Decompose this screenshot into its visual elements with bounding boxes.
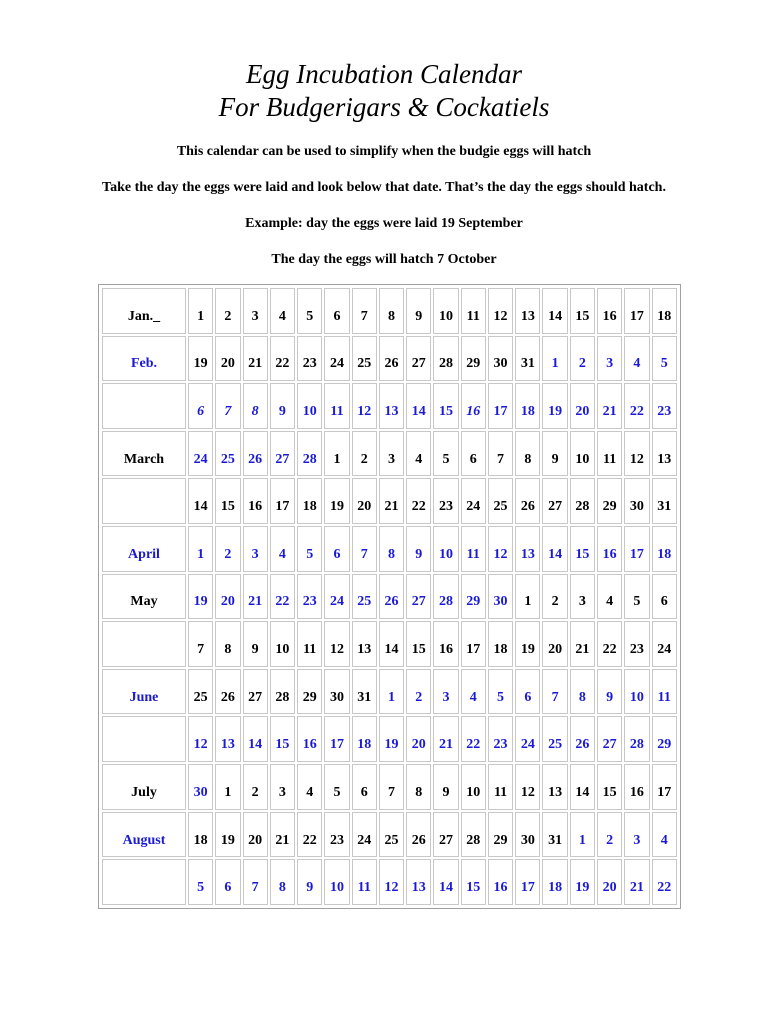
day-cell: 1	[324, 431, 349, 477]
day-cell: 17	[488, 383, 513, 429]
day-cell: 16	[461, 383, 486, 429]
day-cell: 13	[652, 431, 677, 477]
day-cell: 22	[461, 716, 486, 762]
day-cell: 25	[352, 336, 377, 382]
day-cell: 3	[379, 431, 404, 477]
day-cell: 7	[352, 288, 377, 334]
day-cell: 29	[597, 478, 622, 524]
calendar-row	[102, 574, 677, 620]
day-cell: 6	[652, 574, 677, 620]
day-cell: 24	[461, 478, 486, 524]
day-cell: 15	[270, 716, 295, 762]
day-cell: 5	[324, 764, 349, 810]
day-cell: 14	[379, 621, 404, 667]
day-cell: 26	[515, 478, 540, 524]
calendar-row	[102, 431, 677, 477]
day-cell: 4	[406, 431, 431, 477]
day-cell: 23	[652, 383, 677, 429]
day-cell: 16	[243, 478, 268, 524]
day-cell: 21	[243, 336, 268, 382]
day-cell: 10	[570, 431, 595, 477]
month-label	[102, 383, 186, 429]
day-cell: 14	[570, 764, 595, 810]
calendar-row	[102, 383, 677, 429]
day-cell: 3	[597, 336, 622, 382]
day-cell: 29	[652, 716, 677, 762]
calendar-row	[102, 526, 677, 572]
calendar-row	[102, 288, 677, 334]
day-cell: 13	[515, 288, 540, 334]
day-cell: 29	[297, 669, 322, 715]
day-cell: 5	[433, 431, 458, 477]
day-cell: 21	[243, 574, 268, 620]
title-line-2: For Budgerigars & Cockatiels	[218, 92, 550, 122]
day-cell: 28	[461, 812, 486, 858]
day-cell: 15	[433, 383, 458, 429]
day-cell: 17	[270, 478, 295, 524]
day-cell: 2	[570, 336, 595, 382]
day-cell: 15	[570, 526, 595, 572]
day-cell: 6	[352, 764, 377, 810]
day-cell: 20	[352, 478, 377, 524]
day-cell: 25	[488, 478, 513, 524]
day-cell: 8	[379, 288, 404, 334]
day-cell: 19	[324, 478, 349, 524]
day-cell: 22	[597, 621, 622, 667]
day-cell: 1	[515, 574, 540, 620]
day-cell: 18	[188, 812, 213, 858]
day-cell: 15	[570, 288, 595, 334]
day-cell: 6	[324, 526, 349, 572]
day-cell: 11	[352, 859, 377, 905]
day-cell: 12	[352, 383, 377, 429]
day-cell: 19	[570, 859, 595, 905]
day-cell: 9	[406, 526, 431, 572]
day-cell: 1	[570, 812, 595, 858]
day-cell: 31	[352, 669, 377, 715]
day-cell: 11	[461, 288, 486, 334]
day-cell: 17	[624, 526, 649, 572]
day-cell: 22	[297, 812, 322, 858]
day-cell: 23	[488, 716, 513, 762]
day-cell: 16	[597, 526, 622, 572]
day-cell: 9	[270, 383, 295, 429]
day-cell: 4	[652, 812, 677, 858]
day-cell: 1	[379, 669, 404, 715]
day-cell: 11	[461, 526, 486, 572]
day-cell: 2	[406, 669, 431, 715]
day-cell: 2	[542, 574, 567, 620]
day-cell: 18	[352, 716, 377, 762]
month-label: August	[102, 812, 186, 858]
day-cell: 30	[188, 764, 213, 810]
day-cell: 21	[433, 716, 458, 762]
day-cell: 2	[215, 288, 240, 334]
day-cell: 30	[488, 336, 513, 382]
day-cell: 28	[624, 716, 649, 762]
day-cell: 19	[188, 574, 213, 620]
day-cell: 24	[652, 621, 677, 667]
day-cell: 15	[597, 764, 622, 810]
day-cell: 20	[406, 716, 431, 762]
day-cell: 4	[270, 526, 295, 572]
day-cell: 1	[215, 764, 240, 810]
day-cell: 25	[215, 431, 240, 477]
title-line-1: Egg Incubation Calendar	[246, 59, 522, 89]
day-cell: 19	[379, 716, 404, 762]
day-cell: 4	[270, 288, 295, 334]
day-cell: 15	[461, 859, 486, 905]
day-cell: 12	[515, 764, 540, 810]
month-label: March	[102, 431, 186, 477]
day-cell: 27	[270, 431, 295, 477]
day-cell: 18	[652, 526, 677, 572]
day-cell: 20	[243, 812, 268, 858]
day-cell: 28	[270, 669, 295, 715]
day-cell: 6	[515, 669, 540, 715]
day-cell: 23	[624, 621, 649, 667]
day-cell: 8	[406, 764, 431, 810]
day-cell: 30	[624, 478, 649, 524]
day-cell: 22	[406, 478, 431, 524]
calendar-row	[102, 716, 677, 762]
calendar-row	[102, 336, 677, 382]
day-cell: 29	[461, 574, 486, 620]
month-label: April	[102, 526, 186, 572]
day-cell: 19	[188, 336, 213, 382]
month-label	[102, 859, 186, 905]
day-cell: 7	[379, 764, 404, 810]
day-cell: 10	[270, 621, 295, 667]
day-cell: 7	[188, 621, 213, 667]
day-cell: 3	[270, 764, 295, 810]
day-cell: 3	[243, 526, 268, 572]
day-cell: 25	[542, 716, 567, 762]
day-cell: 2	[215, 526, 240, 572]
day-cell: 22	[624, 383, 649, 429]
day-cell: 28	[570, 478, 595, 524]
day-cell: 22	[270, 574, 295, 620]
day-cell: 2	[352, 431, 377, 477]
day-cell: 15	[406, 621, 431, 667]
day-cell: 2	[597, 812, 622, 858]
calendar-row	[102, 478, 677, 524]
day-cell: 21	[270, 812, 295, 858]
day-cell: 16	[488, 859, 513, 905]
day-cell: 18	[488, 621, 513, 667]
day-cell: 18	[542, 859, 567, 905]
day-cell: 25	[352, 574, 377, 620]
day-cell: 31	[652, 478, 677, 524]
day-cell: 10	[461, 764, 486, 810]
day-cell: 7	[215, 383, 240, 429]
day-cell: 9	[406, 288, 431, 334]
day-cell: 27	[433, 812, 458, 858]
day-cell: 21	[379, 478, 404, 524]
day-cell: 11	[297, 621, 322, 667]
calendar-row	[102, 669, 677, 715]
calendar-row	[102, 764, 677, 810]
day-cell: 13	[379, 383, 404, 429]
day-cell: 18	[652, 288, 677, 334]
day-cell: 3	[243, 288, 268, 334]
day-cell: 31	[542, 812, 567, 858]
day-cell: 20	[215, 336, 240, 382]
day-cell: 11	[652, 669, 677, 715]
day-cell: 9	[542, 431, 567, 477]
day-cell: 24	[515, 716, 540, 762]
day-cell: 12	[324, 621, 349, 667]
day-cell: 14	[406, 383, 431, 429]
day-cell: 9	[297, 859, 322, 905]
day-cell: 17	[324, 716, 349, 762]
day-cell: 23	[297, 574, 322, 620]
day-cell: 28	[433, 336, 458, 382]
day-cell: 4	[597, 574, 622, 620]
day-cell: 24	[188, 431, 213, 477]
day-cell: 9	[433, 764, 458, 810]
day-cell: 2	[243, 764, 268, 810]
day-cell: 28	[433, 574, 458, 620]
day-cell: 3	[624, 812, 649, 858]
day-cell: 16	[597, 288, 622, 334]
day-cell: 17	[515, 859, 540, 905]
day-cell: 20	[570, 383, 595, 429]
day-cell: 22	[270, 336, 295, 382]
day-cell: 8	[270, 859, 295, 905]
day-cell: 8	[243, 383, 268, 429]
month-label: Feb.	[102, 336, 186, 382]
day-cell: 24	[352, 812, 377, 858]
day-cell: 30	[488, 574, 513, 620]
day-cell: 13	[215, 716, 240, 762]
day-cell: 29	[488, 812, 513, 858]
day-cell: 24	[324, 574, 349, 620]
month-label: May	[102, 574, 186, 620]
day-cell: 9	[597, 669, 622, 715]
day-cell: 1	[542, 336, 567, 382]
day-cell: 20	[597, 859, 622, 905]
day-cell: 19	[515, 621, 540, 667]
page-title	[0, 58, 768, 124]
day-cell: 5	[297, 526, 322, 572]
day-cell: 17	[461, 621, 486, 667]
day-cell: 24	[324, 336, 349, 382]
calendar-row	[102, 859, 677, 905]
day-cell: 23	[324, 812, 349, 858]
day-cell: 13	[352, 621, 377, 667]
day-cell: 16	[624, 764, 649, 810]
day-cell: 5	[297, 288, 322, 334]
day-cell: 12	[488, 288, 513, 334]
month-label: Jan._	[102, 288, 186, 334]
day-cell: 1	[188, 526, 213, 572]
month-label: July	[102, 764, 186, 810]
day-cell: 21	[624, 859, 649, 905]
day-cell: 20	[215, 574, 240, 620]
day-cell: 26	[379, 336, 404, 382]
day-cell: 5	[188, 859, 213, 905]
day-cell: 7	[352, 526, 377, 572]
day-cell: 4	[624, 336, 649, 382]
day-cell: 8	[215, 621, 240, 667]
day-cell: 10	[433, 526, 458, 572]
day-cell: 13	[542, 764, 567, 810]
day-cell: 5	[624, 574, 649, 620]
day-cell: 5	[488, 669, 513, 715]
day-cell: 16	[297, 716, 322, 762]
day-cell: 31	[515, 336, 540, 382]
day-cell: 19	[215, 812, 240, 858]
day-cell: 14	[433, 859, 458, 905]
day-cell: 1	[188, 288, 213, 334]
day-cell: 27	[243, 669, 268, 715]
day-cell: 11	[324, 383, 349, 429]
month-label	[102, 478, 186, 524]
day-cell: 21	[570, 621, 595, 667]
day-cell: 26	[379, 574, 404, 620]
day-cell: 14	[188, 478, 213, 524]
day-cell: 28	[297, 431, 322, 477]
day-cell: 11	[597, 431, 622, 477]
day-cell: 11	[488, 764, 513, 810]
day-cell: 7	[542, 669, 567, 715]
day-cell: 18	[297, 478, 322, 524]
day-cell: 26	[570, 716, 595, 762]
day-cell: 6	[215, 859, 240, 905]
day-cell: 21	[597, 383, 622, 429]
day-cell: 7	[243, 859, 268, 905]
day-cell: 3	[570, 574, 595, 620]
instruction-text: Take the day the eggs were laid and look below that date. That’s the day the eggs should hatch.	[102, 180, 666, 195]
day-cell: 18	[515, 383, 540, 429]
incubation-calendar	[98, 284, 681, 909]
day-cell: 6	[324, 288, 349, 334]
day-cell: 13	[515, 526, 540, 572]
day-cell: 8	[570, 669, 595, 715]
day-cell: 3	[433, 669, 458, 715]
day-cell: 5	[652, 336, 677, 382]
month-label	[102, 716, 186, 762]
day-cell: 16	[433, 621, 458, 667]
month-label	[102, 621, 186, 667]
day-cell: 13	[406, 859, 431, 905]
day-cell: 27	[406, 574, 431, 620]
day-cell: 15	[215, 478, 240, 524]
calendar-table	[100, 286, 679, 907]
day-cell: 10	[297, 383, 322, 429]
example-laid-text: Example: day the eggs were laid 19 September	[245, 216, 523, 231]
day-cell: 26	[243, 431, 268, 477]
day-cell: 6	[188, 383, 213, 429]
day-cell: 14	[243, 716, 268, 762]
day-cell: 10	[433, 288, 458, 334]
intro-text: This calendar can be used to simplify when the budgie eggs will hatch	[176, 144, 592, 159]
day-cell: 14	[542, 526, 567, 572]
day-cell: 14	[542, 288, 567, 334]
day-cell: 9	[243, 621, 268, 667]
day-cell: 27	[542, 478, 567, 524]
day-cell: 27	[406, 336, 431, 382]
day-cell: 6	[461, 431, 486, 477]
day-cell: 27	[597, 716, 622, 762]
day-cell: 10	[624, 669, 649, 715]
month-label: June	[102, 669, 186, 715]
day-cell: 12	[488, 526, 513, 572]
day-cell: 23	[433, 478, 458, 524]
day-cell: 25	[188, 669, 213, 715]
day-cell: 25	[379, 812, 404, 858]
day-cell: 26	[406, 812, 431, 858]
day-cell: 22	[652, 859, 677, 905]
day-cell: 30	[324, 669, 349, 715]
day-cell: 12	[188, 716, 213, 762]
day-cell: 12	[624, 431, 649, 477]
day-cell: 29	[461, 336, 486, 382]
day-cell: 4	[297, 764, 322, 810]
day-cell: 26	[215, 669, 240, 715]
day-cell: 17	[624, 288, 649, 334]
calendar-row	[102, 812, 677, 858]
day-cell: 7	[488, 431, 513, 477]
calendar-body	[102, 288, 677, 905]
day-cell: 23	[297, 336, 322, 382]
calendar-row	[102, 621, 677, 667]
day-cell: 20	[542, 621, 567, 667]
day-cell: 8	[379, 526, 404, 572]
day-cell: 4	[461, 669, 486, 715]
day-cell: 17	[652, 764, 677, 810]
example-hatch-text: The day the eggs will hatch 7 October	[271, 252, 497, 267]
day-cell: 30	[515, 812, 540, 858]
day-cell: 10	[324, 859, 349, 905]
day-cell: 12	[379, 859, 404, 905]
day-cell: 19	[542, 383, 567, 429]
day-cell: 8	[515, 431, 540, 477]
